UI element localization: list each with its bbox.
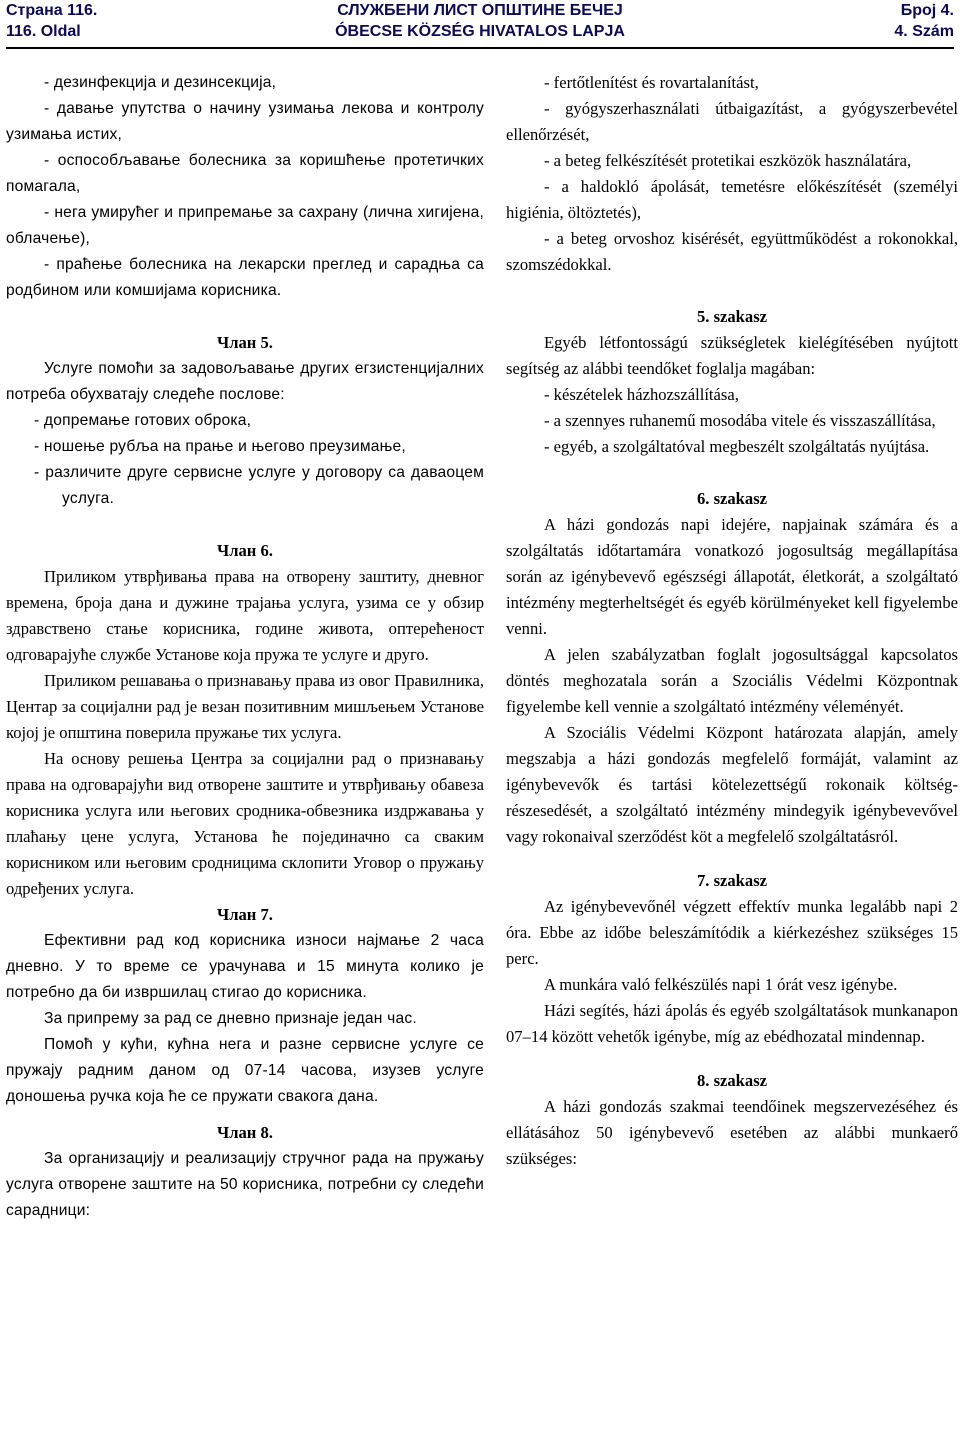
article-paragraph: Приликом утврђивања права на отворену заштиту, дневног времена, броја дана и дужине трајања услуга, узима се у обзир здравствено стање корисника, године живота, оптерећеност одговарајуће службе Установе која пружа те услуге и друго.	[6, 567, 484, 664]
article-paragraph: Приликом решавања о признавању права из овог Правилника, Центар за социјални рад је везан позитивним мишљењем Установе којој је општина поверила пружање тих услуга.	[6, 671, 484, 742]
list-item: - ношење рубља на прање и његово преузимање,	[34, 438, 406, 455]
article-title: Члан 8.	[217, 1123, 273, 1142]
issue-number-sr: Број 4.	[900, 2, 954, 19]
article-title: Члан 5.	[217, 333, 273, 352]
article-title: Члан 7.	[217, 905, 273, 924]
list-item: - fertőtlenítést és rovartalanítást,	[544, 73, 759, 92]
issue-number-hu: 4. Szám	[894, 23, 954, 40]
gazette-title-sr: СЛУЖБЕНИ ЛИСТ ОПШТИНЕ БЕЧЕЈ	[337, 2, 623, 19]
article-paragraph: На основу решења Центра за социјални рад о признавању права на одговарајући вид отворене заштите и утврђивању обавеза корисника услуга или његових сродника-обвезника издржавања у плаћању цене услуга, Установа ће појединачно са сваким корисником или његовим сродницима склопити Уговор о пружању одређених услуга.	[6, 749, 484, 898]
article-paragraph: За организацију и реализацију стручног рада на пружању услуга отворене заштите на 50 корисника, потребни су следећи сарадници:	[6, 1150, 484, 1219]
list-item: - a beteg orvoshoz kisérését, együttműködést a rokonokkal, szomszédokkal.	[506, 229, 958, 274]
list-item: - a szennyes ruhanemű mosodába vitele és visszaszállítása,	[544, 411, 936, 430]
column-serbian	[6, 70, 484, 1224]
list-item: - készételek házhozszállítása,	[544, 385, 739, 404]
article-title: Члан 6.	[217, 541, 273, 560]
page-number-hu: 116. Oldal	[6, 23, 81, 40]
article-title: 7. szakasz	[696, 871, 768, 890]
article-paragraph: A házi gondozás napi idejére, napjainak számára és a szolgáltatás időtartamára vonatkozó jogosultság megállapítása során az igénybevevő egészségi állapotát, életkorát, a szolgáltató intézmény megterheltségét és egyéb körülményeket kell figyelembe venni.	[506, 515, 958, 638]
article-paragraph: A jelen szabályzatban foglalt jogosultsággal kapcsolatos döntés meghozatala során a Szociális Védelmi Központnak figyelembe kell vennie a szolgáltató intézmény véleményét.	[506, 645, 958, 716]
list-item: - праћење болесника на лекарски преглед и сарадња са родбином или комшијама корисника.	[6, 256, 484, 299]
list-item: - gyógyszerhasználati útbaigazítást, a gyógyszerbevétel ellenőrzését,	[506, 99, 958, 144]
list-item: - egyéb, a szolgáltatóval megbeszélt szolgáltatás nyújtása.	[544, 437, 930, 456]
article-paragraph: Házi segítés, házi ápolás és egyéb szolgáltatások munkanapon 07–14 között vehetők igénybe, míg az ebédhozatal mindennap.	[506, 1001, 958, 1046]
column-hungarian	[506, 70, 958, 1172]
page-number-sr: Страна 116.	[6, 2, 98, 19]
article-title: 6. szakasz	[696, 489, 768, 508]
article-paragraph: A házi gondozás szakmai teendőinek megszervezéséhez és ellátásához 50 igénybevevő esetében az alábbi munkaerő szükséges:	[506, 1097, 958, 1168]
article-paragraph: Egyéb létfontosságú szükségletek kielégítésében nyújtott segítség az alábbi teendőket foglalja magában:	[506, 333, 958, 378]
article-title: 8. szakasz	[696, 1071, 768, 1090]
list-item: - допремање готових оброка,	[34, 412, 252, 429]
article-paragraph: A Szociális Védelmi Központ határozata alapján, amely megszabja a házi gondozás megfelelő formáját, valamint az igénybevevők és tartási kötelezettségű rokonaik költség-részesedését, a szolgáltató intézmény mindegyik igénybevevővel vagy rokonaival szerződést köt a megfelelő szolgáltatásról.	[506, 723, 958, 846]
gazette-title-hu: ÓBECSE KÖZSÉG HIVATALOS LAPJA	[335, 23, 625, 40]
article-paragraph: За припрему за рад се дневно признаје један час.	[44, 1010, 417, 1027]
article-paragraph: Ефективни рад код корисника износи најмање 2 часа дневно. У то време се урачунава и 15 минута колико је потребно да би извршилац стигао до корисника.	[6, 932, 484, 1001]
article-title: 5. szakasz	[696, 307, 768, 326]
header-rule	[6, 47, 954, 49]
list-item: - a beteg felkészítését protetikai eszközök használatára,	[544, 151, 912, 170]
article-paragraph: Помоћ у кући, кућна нега и разне сервисне услуге се пружају радним даном од 07-14 часова, изузев услуге доношења ручка која ће се пружати свакога дана.	[6, 1036, 484, 1105]
issue-number	[894, 0, 954, 42]
article-paragraph: Услуге помоћи за задовољавање других егзистенцијалних потреба обухватају следеће послове:	[6, 360, 484, 403]
article-paragraph: Az igénybevevőnél végzett effektív munka legalább napi 2 óra. Ebbe az időbe beleszámítódik a kiérkezéshez szükséges 15 perc.	[506, 897, 958, 968]
list-item: - давање упутства о начину узимања лекова и контролу узимања истих,	[6, 100, 484, 143]
list-item: - различите друге сервисне услуге у договору са даваоцем услуга.	[34, 464, 484, 507]
article-paragraph: A munkára való felkészülés napi 1 órát vesz igénybe.	[544, 975, 898, 994]
gazette-title	[0, 0, 960, 42]
list-item: - оспособљавање болесника за коришћење протетичких помагала,	[6, 152, 484, 195]
list-item: - a haldokló ápolását, temetésre előkészítését (személyi higiénia, öltöztetés),	[506, 177, 958, 222]
list-item: - нега умирућег и припремање за сахрану (лична хигијена, облачење),	[6, 204, 484, 247]
list-item: - дезинфекција и дезинсекција,	[44, 74, 277, 91]
